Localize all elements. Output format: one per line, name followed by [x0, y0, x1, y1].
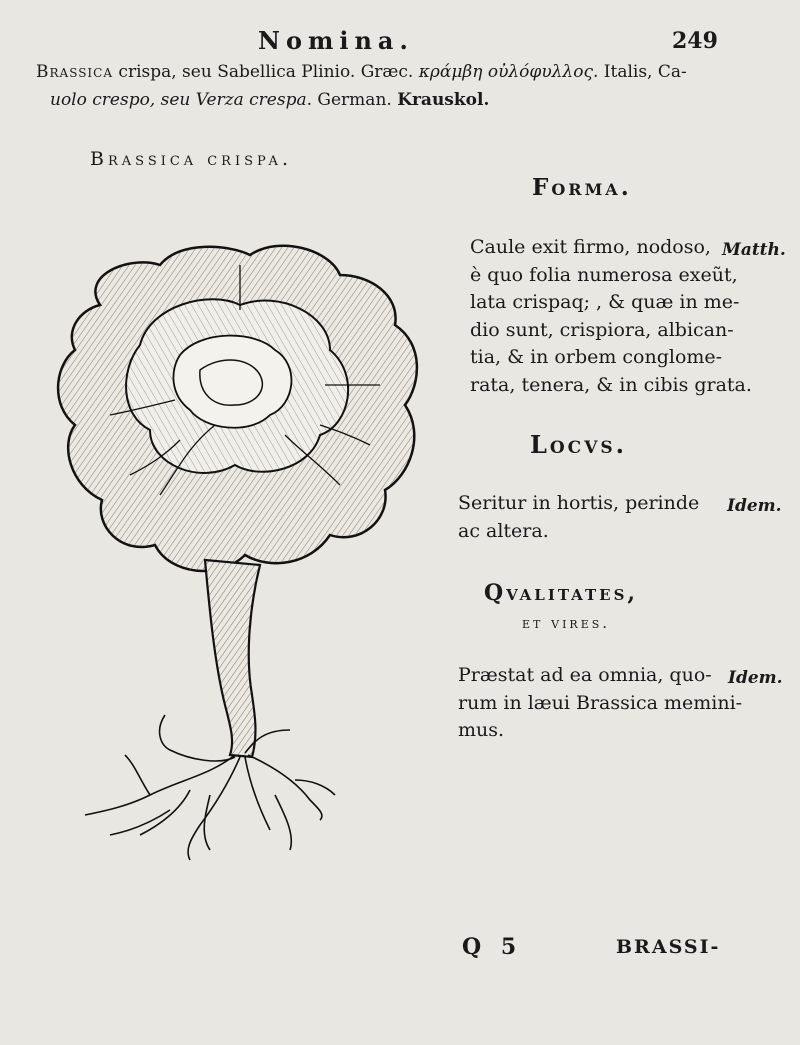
forma-line-4: dio sunt, crispiora, albican- — [470, 318, 734, 341]
qualitates-line-3: mus. — [458, 719, 505, 741]
forma-line-5: tia, & in orbem conglome- — [470, 346, 723, 368]
forma-heading: Forma. — [532, 174, 632, 201]
forma-text — [470, 234, 752, 399]
qualitates-subheading: et vires. — [522, 614, 611, 632]
german-name: Krauskol. — [397, 90, 490, 110]
forma-line-2: è quo folia numerosa exeũt, — [470, 263, 738, 286]
forma-margin-note: Matth. — [722, 240, 786, 260]
forma-line-3: lata crispaq; , & quæ in me- — [470, 291, 740, 313]
forma-line-1: Caule exit firmo, nodoso, — [470, 236, 711, 258]
locus-line-1: Seritur in hortis, perinde — [458, 492, 700, 514]
nomina-line-2 — [50, 90, 489, 110]
locus-margin-note: Idem. — [727, 496, 782, 516]
page-number: 249 — [672, 28, 718, 54]
forma-line-6: rata, tenera, & in cibis grata. — [470, 373, 752, 396]
greek-name: κράμβη οὐλόφυλλος — [418, 62, 593, 82]
locus-heading: Locvs. — [530, 430, 628, 459]
cabbage-woodcut-icon — [40, 235, 430, 875]
nomina-text-1: crispa, seu Sabellica Plinio. Græc. — [113, 62, 419, 82]
genus-name: Brassica — [36, 62, 114, 82]
nomina-text-2: . German. — [306, 90, 398, 110]
catchword: BRASSI- — [616, 936, 721, 958]
running-header: Nomina. — [258, 26, 414, 55]
nomina-line-1 — [36, 62, 687, 82]
qualitates-line-2: rum in læui Brassica memini- — [458, 691, 743, 714]
qualitates-line-1: Præstat ad ea omnia, quo- — [458, 664, 712, 686]
locus-text — [458, 490, 699, 545]
qualitates-heading: Qvalitates, — [484, 580, 639, 606]
italian-name: uolo crespo, seu Verza crespa — [50, 90, 307, 110]
signature-mark: Q 5 — [462, 934, 523, 960]
figure-title: Brassica crispa. — [90, 148, 292, 170]
qualitates-margin-note: Idem. — [728, 668, 783, 688]
locus-line-2: ac altera. — [458, 519, 549, 542]
nomina-text-1-end: . Italis, Ca- — [592, 62, 687, 82]
qualitates-text — [458, 662, 742, 745]
